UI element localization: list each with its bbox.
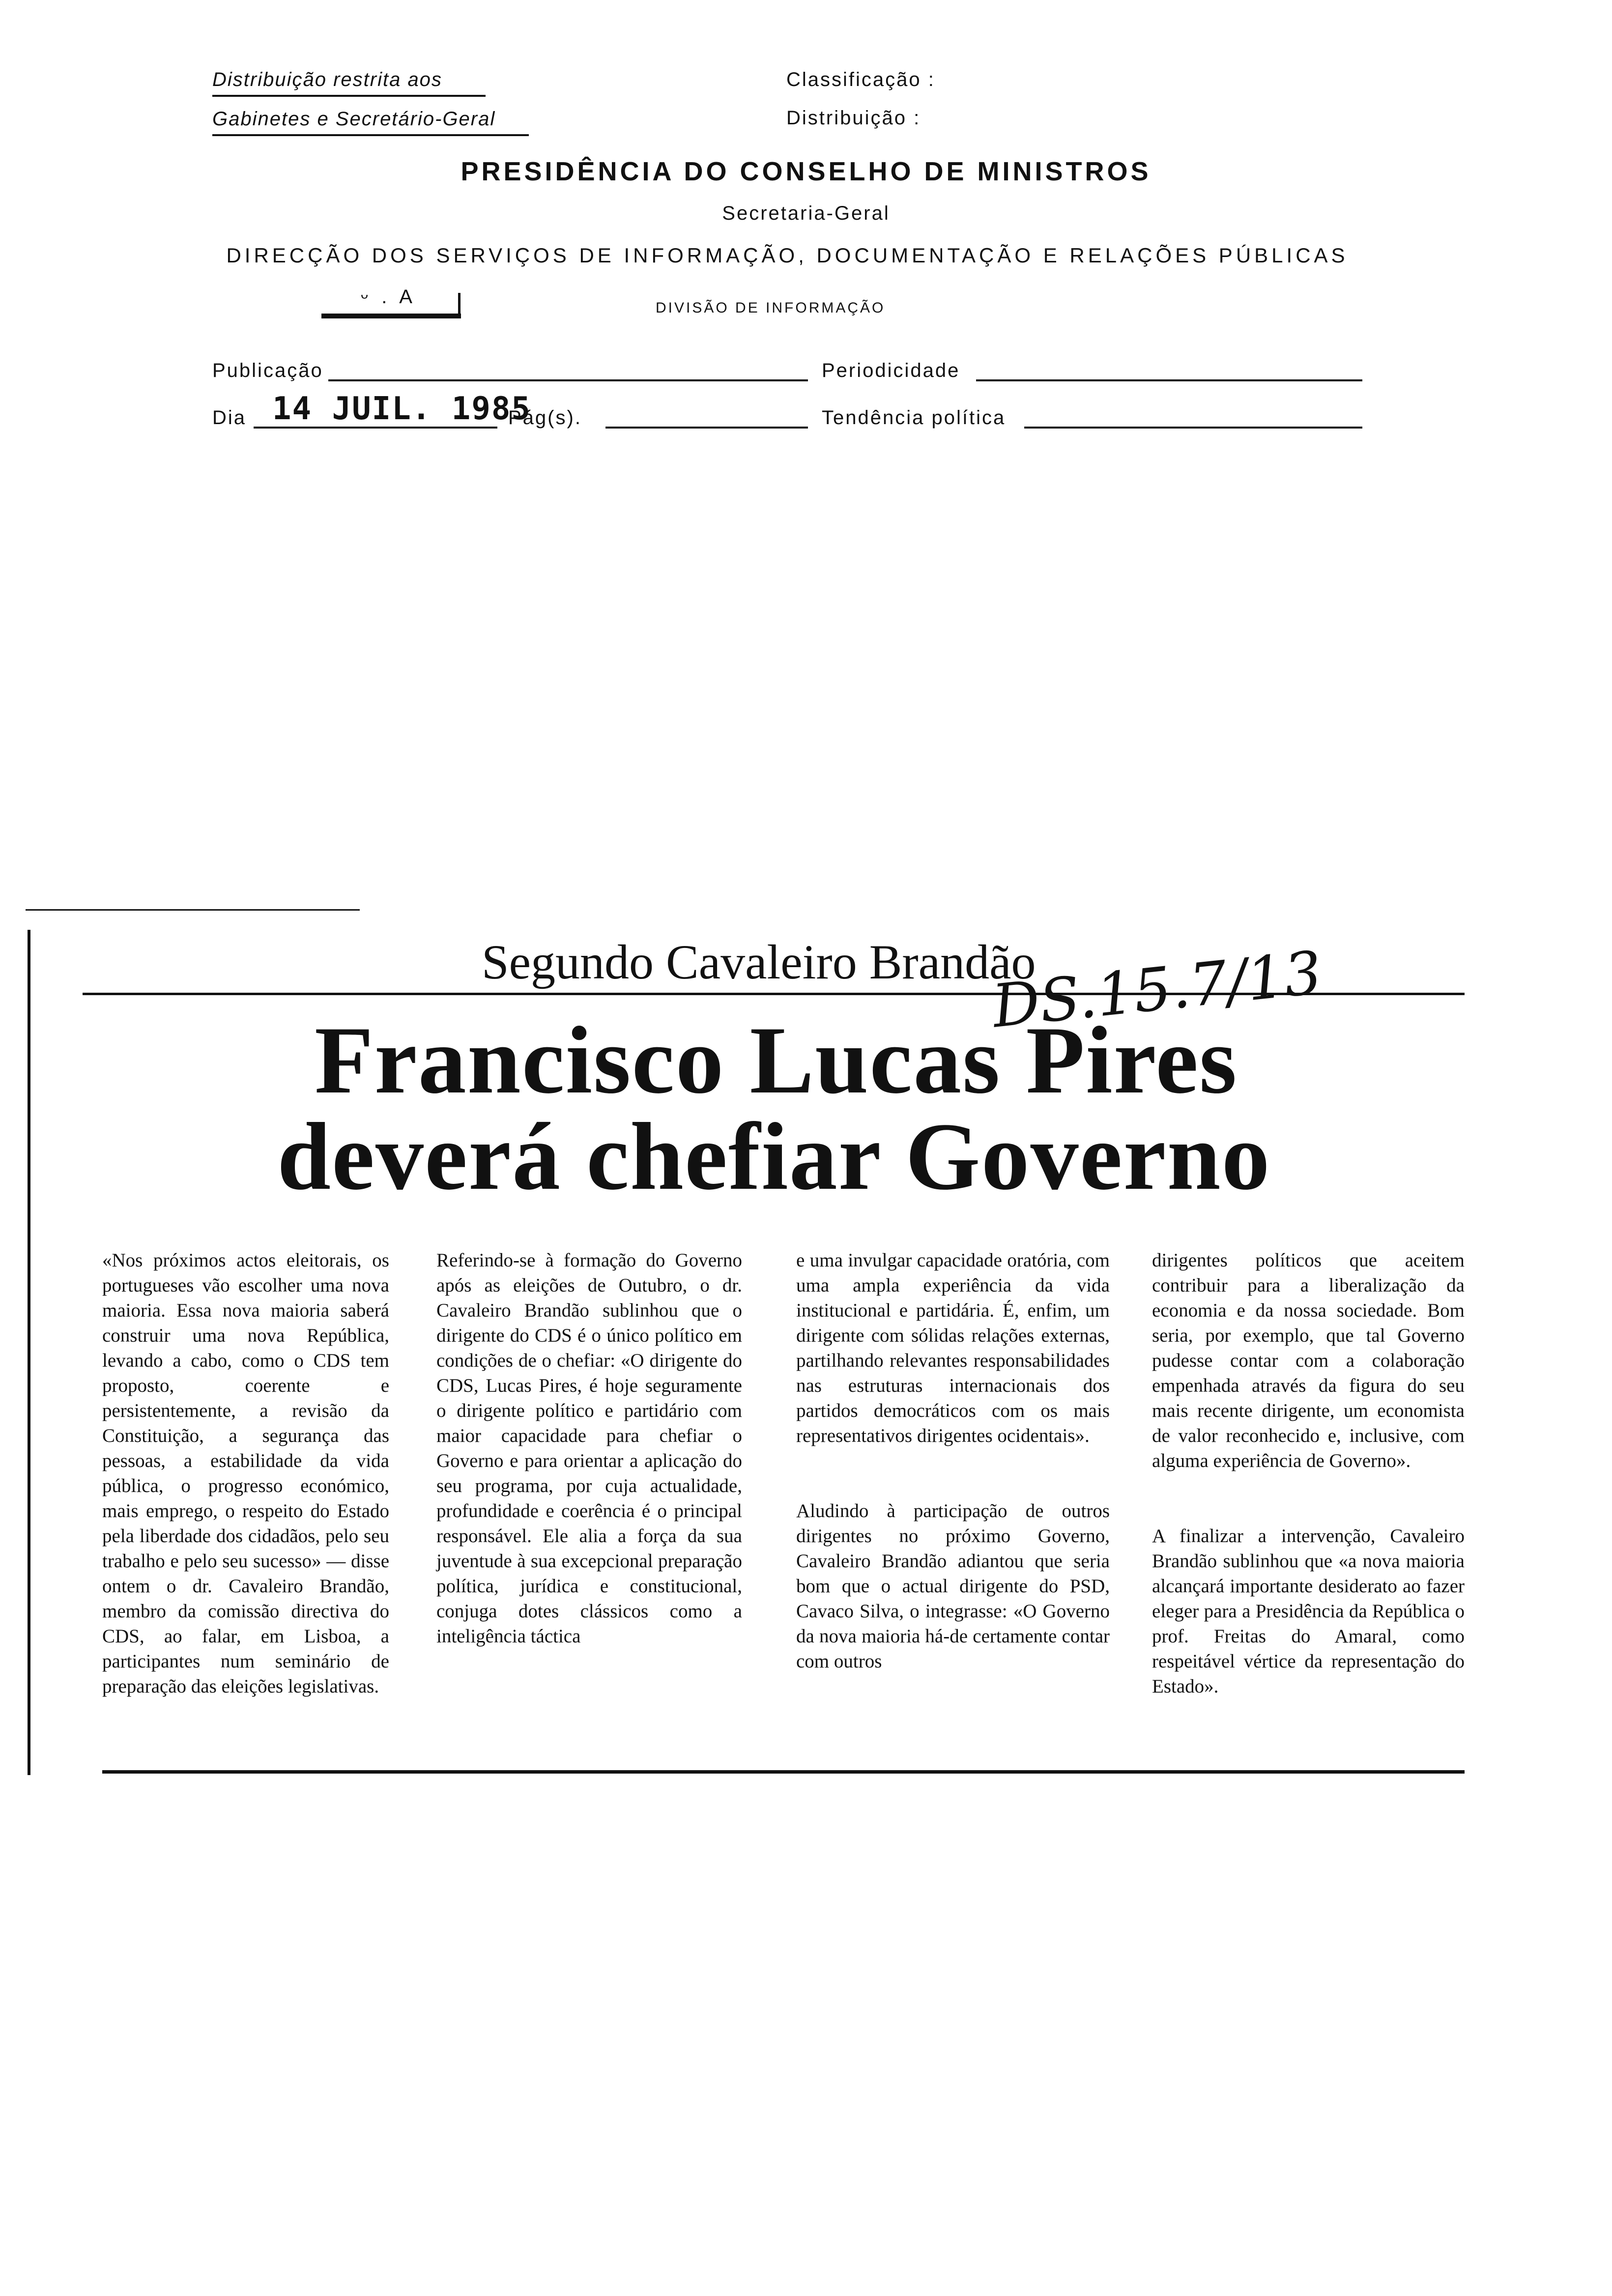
publication-label: Publicação [212,360,323,381]
pages-line [605,427,808,429]
clipping-edge-top [26,909,360,911]
division-stamp [321,286,464,318]
periodicity-line [976,379,1362,381]
article-bottom-rule [102,1770,1465,1774]
column-paragraph: e uma invulgar capacidade oratória, com uma ampla experiência da vida institucional e partidária. É, enfim, um dirigente com sólidas relações externas, partilhando relevantes responsabilidades nas estruturas internacionais dos partidos democráticos com os mais representativos dirigentes ocidentais». [796,1250,1110,1446]
clipping-edge-left [28,930,30,1775]
article-kicker: Segundo Cavaleiro Brandão [482,935,1036,989]
article-column-3 [796,1223,1110,1699]
presidency-title: PRESIDÊNCIA DO CONSELHO DE MINISTROS [461,157,1151,186]
classification-label: Classificação : [786,69,935,90]
day-label: Dia [212,407,247,429]
distribution-note-line1: Distribuição restrita aos [212,69,486,97]
division-stamp-bar [321,314,461,318]
division-stamp-tick [458,293,461,317]
date-line [254,427,497,429]
political-tendency-label: Tendência política [822,407,1006,429]
handwritten-annotation: DS.15.7/13 [989,939,1325,1041]
distribution-label: Distribuição : [786,107,921,129]
division-stamp-mark: ᵕ . A [361,286,416,308]
secretariat-title: Secretaria-Geral [722,202,890,224]
pages-label: Pág(s). [508,407,582,429]
article-column-2 [436,1223,742,1674]
division-title: DIVISÃO DE INFORMAÇÃO [656,300,886,316]
column-paragraph: «Nos próximos actos eleitorais, os portugueses vão escolher uma nova maioria. Essa nova maioria saberá construir uma nova República, levando a cabo, como o CDS tem proposto, coerente e persistentemente, a revisão da Constituição, a segurança das pessoas, a estabilidade da vida pública, o progresso económico, mais emprego, o respeito do Estado pela liberdade dos cidadãos, pelo seu trabalho e pelo seu sucesso» — disse ontem o dr. Cavaleiro Brandão, membro da comissão directiva do CDS, ao falar, em Lisboa, a participantes num seminário de preparação das eleições legislativas. [102,1250,389,1697]
periodicity-label: Periodicidade [822,360,960,381]
article-column-1 [102,1223,389,1724]
column-paragraph: Referindo-se à formação do Governo após as eleições de Outubro, o dr. Cavaleiro Brandão sublinhou que o dirigente do CDS é o único político em condições de o chefiar: «O dirigente do CDS, Lucas Pires, é hoje seguramente o dirigente político e partidário com maior capacidade para chefiar o Governo e para orientar a aplicação do seu programa, por cuja actualidade, profundidade e coerência é o principal responsável. Ele alia a força da sua juventude à sua excepcional preparação política, jurídica e constitucional, conjuga dotes clássicos como a inteligência táctica [436,1250,742,1647]
column-paragraph: dirigentes políticos que aceitem contribuir para a liberalização da economia e da nossa sociedade. Bom seria, por exemplo, que tal Governo pudesse contar com a colaboração empenhada através da figura do seu mais recente dirigente, um economista de valor reconhecido e, inclusive, com alguma experiência de Governo». [1152,1250,1465,1471]
distribution-note-line2: Gabinetes e Secretário-Geral [212,108,529,136]
column-paragraph: A finalizar a intervenção, Cavaleiro Brandão sublinhou que «a nova maioria alcançará importante desiderato ao fazer eleger para a Presidência da República o prof. Freitas do Amaral, como respeitável vértice da representação do Estado». [1152,1525,1465,1697]
political-tendency-line [1024,427,1362,429]
column-paragraph: Aludindo à participação de outros dirigentes no próximo Governo, Cavaleiro Brandão adiantou que seria bom que o actual dirigente do PSD, Cavaco Silva, o integrasse: «O Governo da nova maioria há-de certamente contar com outros [796,1500,1110,1672]
headline-line1: Francisco Lucas Pires [315,1007,1238,1114]
headline-line2: deverá chefiar Governo [277,1103,1271,1210]
article-column-4 [1152,1223,1465,1724]
date-stamp: 14 JUIL. 1985 [272,391,531,427]
publication-line [328,379,808,381]
directorate-title: DIRECÇÃO DOS SERVIÇOS DE INFORMAÇÃO, DOCUMENTAÇÃO E RELAÇÕES PÚBLICAS [226,244,1349,267]
